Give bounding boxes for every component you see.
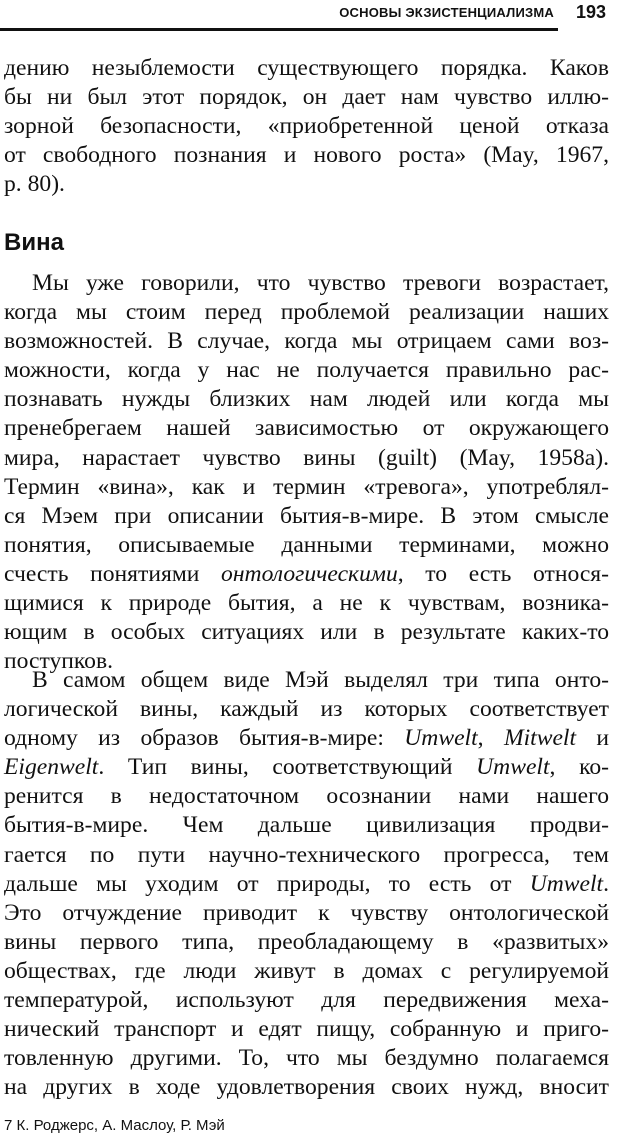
footer-signature: 7 К. Роджерс, А. Маслоу, Р. Мэй xyxy=(4,1117,225,1134)
text-line: возможностей. В случае, когда мы отрицаем сами воз- xyxy=(4,328,609,355)
running-title: ОСНОВЫ ЭКЗИСТЕНЦИАЛИЗМА xyxy=(339,5,554,20)
text-line: температурой, используют для передвижения меха- xyxy=(4,987,609,1014)
text-line: Это отчуждение приводит к чувству онтологической xyxy=(4,899,609,926)
text-line: вины первого типа, преобладающему в «развитых» xyxy=(4,928,609,955)
text-line: ся Мэем при описании бытия-в-мире. В этом смысле xyxy=(4,502,609,529)
continuation-paragraph xyxy=(4,54,609,199)
text-line xyxy=(4,753,609,782)
text-line: Мы уже говорили, что чувство тревоги возрастает, xyxy=(32,270,609,296)
text-line: на других в ходе удовлетворения своих нужд, вносит xyxy=(4,1074,609,1101)
text-run: . xyxy=(603,870,609,897)
text-run: счесть понятиями xyxy=(4,560,222,587)
text-line: мира, нарастает чувство вины (guilt) (May, 1958a). xyxy=(4,444,609,471)
text-line: В самом общем виде Мэй выделял три типа онто- xyxy=(32,667,609,693)
text-line xyxy=(4,560,609,589)
text-line: когда мы стоим перед проблемой реализации наших xyxy=(4,299,609,326)
text-run: одному из образов бытия-в-мире: xyxy=(4,725,405,752)
text-line: бытия-в-мире. Чем дальше цивилизация продви- xyxy=(4,812,609,839)
running-header xyxy=(0,3,612,29)
text-run: дальше мы уходим от природы, то есть от xyxy=(4,870,530,897)
text-line: нический транспорт и едят пищу, собранную и приго- xyxy=(4,1016,609,1043)
text-line: зорной безопасности, «приобретенной ценой отказа xyxy=(4,113,609,140)
text-line: ющим в особых ситуациях или в результате каких-то xyxy=(4,619,609,646)
text-line: познавать нужды близких нам людей или когда мы xyxy=(4,386,609,413)
text-line: гается по пути научно-технического прогресса, тем xyxy=(4,841,609,868)
text-line: p. 80). xyxy=(4,171,65,198)
text-run: . Тип вины, соответствующий xyxy=(98,754,477,781)
italic-term: Umwelt xyxy=(529,870,604,897)
text-line: ренится в недостаточном осознании нами нашего xyxy=(4,783,609,810)
header-rule xyxy=(0,28,558,31)
text-line: логической вины, каждый из которых соответствует xyxy=(4,696,609,723)
text-line: понятия, описываемые данными терминами, можно xyxy=(4,531,609,558)
text-run: , то есть относя- xyxy=(397,560,610,587)
text-line: щимися к природе бытия, а не к чувствам, возника- xyxy=(4,590,609,617)
section-heading: Вина xyxy=(4,229,64,256)
text-line: Термин «вина», как и термин «тревога», употреблял- xyxy=(4,473,609,500)
text-line: можности, когда у нас не получается правильно рас- xyxy=(4,357,609,384)
text-line: бы ни был этот порядок, он дает нам чувство иллю- xyxy=(4,84,609,111)
text-run: и xyxy=(576,725,610,752)
text-line xyxy=(4,724,609,753)
page-number: 193 xyxy=(575,2,606,22)
text-line: товленную другими. То, что мы бездумно полагаемся xyxy=(4,1045,609,1072)
guilt-paragraph-2 xyxy=(4,666,609,1102)
text-line: пренебрегаем нашей зависимостью от окружающего xyxy=(4,415,609,442)
italic-term: онтологическими xyxy=(221,560,398,587)
guilt-paragraph-1 xyxy=(4,269,609,676)
text-line xyxy=(4,870,609,899)
italic-term: Umwelt xyxy=(404,725,478,752)
text-line: дению незыблемости существующего порядка. Каков xyxy=(4,55,609,81)
text-run: , ко- xyxy=(549,754,610,781)
italic-term: Umwelt xyxy=(476,754,550,781)
text-line: от свободного познания и нового роста» (May, 1967, xyxy=(4,142,609,169)
italic-term: Mitwelt xyxy=(503,725,577,752)
text-line: поступков. xyxy=(4,648,114,675)
italic-term: Eigenwelt xyxy=(4,754,99,781)
text-line: обществах, где люди живут в домах с регулируемой xyxy=(4,957,609,984)
text-run: , xyxy=(477,725,504,752)
